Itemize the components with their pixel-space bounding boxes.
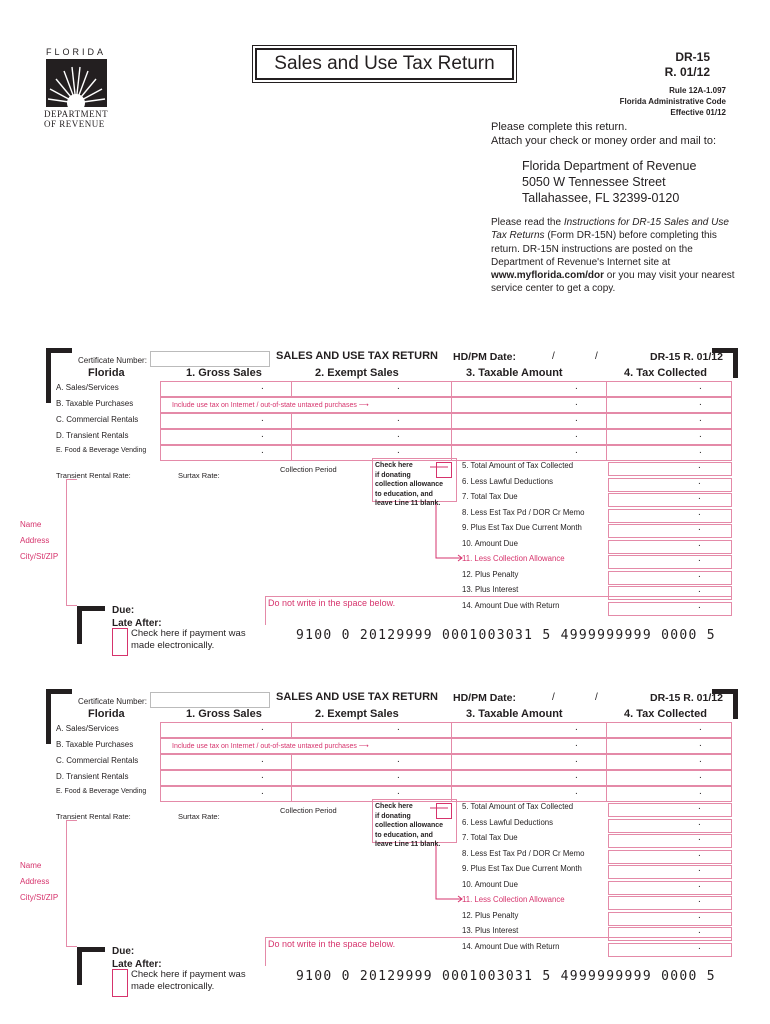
- decimal-point: .: [699, 445, 702, 456]
- ocr-scanline: 9100 0 20129999 0001003031 5 4999999999 0000 5: [296, 969, 716, 984]
- do-not-write-note: Do not write in the space below.: [268, 598, 396, 608]
- decimal-point: .: [261, 413, 264, 424]
- column-divider: [161, 382, 607, 396]
- row-c-label: C. Commercial Rentals: [56, 415, 139, 424]
- col-tax-collected: 4. Tax Collected: [624, 708, 707, 720]
- corner-mark: [46, 348, 72, 353]
- florida-label: Florida: [88, 367, 125, 379]
- decimal-point: .: [698, 522, 701, 533]
- column-divider: [161, 430, 607, 444]
- city-st-zip-label: City/St/ZIP: [20, 552, 59, 561]
- line-9-label: 9. Plus Est Tax Due Current Month: [462, 864, 582, 873]
- line-13-label: 13. Plus Interest: [462, 585, 519, 594]
- date-slash: /: [595, 351, 598, 362]
- row-d-fields[interactable]: [160, 770, 732, 786]
- row-b-label: B. Taxable Purchases: [56, 740, 134, 749]
- arrow-to-line-11-icon: [428, 803, 464, 903]
- decimal-point: .: [698, 816, 701, 828]
- line-14-label: 14. Amount Due with Return: [462, 600, 560, 610]
- row-c-fields[interactable]: [160, 754, 732, 770]
- decimal-point: .: [575, 397, 578, 408]
- line-8-label: 8. Less Est Tax Pd / DOR Cr Memo: [462, 848, 585, 858]
- line-8-field[interactable]: [608, 506, 732, 523]
- certificate-number-field[interactable]: [150, 351, 270, 367]
- decimal-point: .: [698, 801, 701, 812]
- col-gross-sales: 1. Gross Sales: [186, 367, 262, 379]
- sunburst-logo-icon: [46, 59, 107, 107]
- decimal-point: .: [698, 553, 701, 564]
- decimal-point: .: [261, 754, 264, 765]
- line-6-label: 6. Less Lawful Deductions: [462, 817, 554, 827]
- logo-department-text: DEPARTMENT OF REVENUE: [44, 109, 109, 129]
- decimal-point: .: [698, 568, 701, 580]
- line-7-label: 7. Total Tax Due: [462, 492, 518, 501]
- mailing-instructions: Please complete this return. Attach your check or money order and mail to:: [491, 121, 716, 147]
- include-use-tax-note: Include use tax on Internet / out-of-state untaxed purchases ⟶: [172, 402, 369, 409]
- line-10-label: 10. Amount Due: [462, 879, 518, 889]
- certificate-number-label: Certificate Number:: [78, 356, 147, 365]
- include-use-tax-note: Include use tax on Internet / out-of-state untaxed purchases ⟶: [172, 743, 369, 750]
- corner-mark: [46, 689, 72, 694]
- row-a-fields[interactable]: [160, 722, 732, 738]
- surtax-rate-label: Surtax Rate:: [178, 812, 220, 821]
- decimal-point: .: [699, 429, 702, 440]
- decimal-point: .: [575, 413, 578, 424]
- decimal-point: .: [699, 754, 702, 765]
- date-slash: /: [552, 351, 555, 362]
- column-divider: [161, 723, 607, 737]
- line-5-label: 5. Total Amount of Tax Collected: [462, 802, 574, 811]
- decimal-point: .: [575, 722, 578, 733]
- name-label: Name: [20, 520, 42, 529]
- decimal-point: .: [699, 413, 702, 424]
- decimal-point: .: [575, 381, 578, 392]
- row-d-label: D. Transient Rentals: [56, 431, 129, 440]
- form-revision: DR-15 R. 01/12: [650, 351, 723, 363]
- transient-rate-label: Transient Rental Rate:: [56, 471, 131, 480]
- transient-rate-label: Transient Rental Rate:: [56, 812, 131, 821]
- line-13-label: 13. Plus Interest: [462, 926, 519, 935]
- address-bracket: [66, 820, 77, 947]
- decimal-point: .: [698, 475, 701, 487]
- arrow-to-line-11-icon: [428, 462, 464, 562]
- hd-pm-date-label: HD/PM Date:: [453, 692, 517, 704]
- decimal-point: .: [261, 381, 264, 392]
- decimal-point: .: [397, 445, 400, 456]
- row-d-fields[interactable]: [160, 429, 732, 445]
- decimal-point: .: [397, 722, 400, 733]
- instructions-paragraph: Please read the Instructions for DR-15 Sales and Use Tax Returns (Form DR-15N) before completing this return. DR-15N instructions are posted on the Department of Revenue's Internet site at www.myflorida.com/dor or you may visit your nearest service center to get a copy.: [491, 217, 735, 295]
- col-exempt-sales: 2. Exempt Sales: [315, 708, 399, 720]
- form-number: DR-15 R. 01/12: [664, 50, 710, 79]
- decimal-point: .: [261, 445, 264, 456]
- date-slash: /: [595, 692, 598, 703]
- form-revision: DR-15 R. 01/12: [650, 692, 723, 704]
- decimal-point: .: [698, 878, 701, 890]
- name-label: Name: [20, 861, 42, 870]
- rule-citation: Rule 12A-1.097 Florida Administrative Code Effective 01/12: [619, 86, 726, 117]
- line-12-label: 12. Plus Penalty: [462, 910, 519, 920]
- corner-mark: [46, 689, 51, 744]
- col-exempt-sales: 2. Exempt Sales: [315, 367, 399, 379]
- decimal-point: .: [699, 786, 702, 797]
- decimal-point: .: [699, 381, 702, 392]
- line-12-field[interactable]: [608, 909, 732, 926]
- line-11-label: 11. Less Collection Allowance: [462, 554, 565, 563]
- col-gross-sales: 1. Gross Sales: [186, 708, 262, 720]
- line-5-field[interactable]: [608, 803, 732, 817]
- corner-mark: [77, 606, 105, 611]
- decimal-point: .: [699, 397, 702, 408]
- return-coupon-1: [0, 348, 770, 678]
- row-e-label: E. Food & Beverage Vending: [56, 788, 147, 795]
- line-5-field[interactable]: [608, 462, 732, 476]
- decimal-point: .: [261, 429, 264, 440]
- decimal-point: .: [699, 770, 702, 781]
- decimal-point: .: [698, 894, 701, 905]
- line-14-label: 14. Amount Due with Return: [462, 941, 560, 951]
- address-label: Address: [20, 877, 50, 886]
- line-7-label: 7. Total Tax Due: [462, 833, 518, 842]
- line-8-label: 8. Less Est Tax Pd / DOR Cr Memo: [462, 507, 585, 517]
- education-donation-box: Check here if donating collection allowance to education, and leave Line 11 blank.: [372, 458, 457, 502]
- decimal-point: .: [698, 832, 701, 843]
- line-10-field[interactable]: [608, 537, 732, 554]
- decimal-point: .: [575, 738, 578, 749]
- column-divider: [161, 771, 607, 785]
- col-tax-collected: 4. Tax Collected: [624, 367, 707, 379]
- decimal-point: .: [397, 381, 400, 392]
- paid-electronically-checkbox[interactable]: [112, 969, 128, 997]
- decimal-point: .: [698, 506, 701, 518]
- address-label: Address: [20, 536, 50, 545]
- decimal-point: .: [575, 786, 578, 797]
- decimal-point: .: [575, 445, 578, 456]
- education-donation-box: Check here if donating collection allowance to education, and leave Line 11 blank.: [372, 799, 457, 843]
- corner-mark: [46, 348, 51, 403]
- paid-electronically-label: Check here if payment was made electronically.: [131, 969, 246, 992]
- surtax-rate-label: Surtax Rate:: [178, 471, 220, 480]
- mailing-address: Florida Department of Revenue 5050 W Tennessee Street Tallahassee, FL 32399-0120: [522, 159, 697, 205]
- decimal-point: .: [397, 786, 400, 797]
- decimal-point: .: [575, 770, 578, 781]
- decimal-point: .: [699, 722, 702, 733]
- decimal-point: .: [698, 491, 701, 502]
- row-a-label: A. Sales/Services: [56, 383, 119, 392]
- decimal-point: .: [397, 754, 400, 765]
- decimal-point: .: [261, 770, 264, 781]
- row-a-label: A. Sales/Services: [56, 724, 119, 733]
- decimal-point: .: [261, 722, 264, 733]
- collection-period-label: Collection Period: [280, 465, 337, 474]
- line-7-field[interactable]: [608, 493, 732, 507]
- line-6-field[interactable]: [608, 816, 732, 833]
- return-heading: SALES AND USE TAX RETURN: [276, 350, 438, 362]
- return-heading: SALES AND USE TAX RETURN: [276, 691, 438, 703]
- row-b-label: B. Taxable Purchases: [56, 399, 134, 408]
- return-coupon-2: [0, 689, 770, 1019]
- decimal-point: .: [698, 925, 701, 936]
- row-d-label: D. Transient Rentals: [56, 772, 129, 781]
- decimal-point: .: [698, 584, 701, 595]
- decimal-point: .: [575, 754, 578, 765]
- line-9-field[interactable]: [608, 865, 732, 879]
- decimal-point: .: [698, 460, 701, 471]
- due-dates: Due: Late After:: [112, 605, 162, 629]
- collection-period-label: Collection Period: [280, 806, 337, 815]
- col-taxable-amount: 3. Taxable Amount: [466, 367, 563, 379]
- decimal-point: .: [698, 847, 701, 859]
- hd-pm-date-label: HD/PM Date:: [453, 351, 517, 363]
- corner-mark: [77, 947, 105, 952]
- decimal-point: .: [397, 413, 400, 424]
- line-11-field[interactable]: [608, 896, 732, 910]
- line-5-label: 5. Total Amount of Tax Collected: [462, 461, 574, 470]
- row-c-fields[interactable]: [160, 413, 732, 429]
- city-st-zip-label: City/St/ZIP: [20, 893, 59, 902]
- florida-label: Florida: [88, 708, 125, 720]
- line-7-field[interactable]: [608, 834, 732, 848]
- decimal-point: .: [397, 429, 400, 440]
- decimal-point: .: [698, 599, 701, 611]
- line-8-field[interactable]: [608, 847, 732, 864]
- logo-florida-text: FLORIDA: [46, 47, 107, 57]
- decimal-point: .: [698, 909, 701, 921]
- column-divider: [161, 755, 607, 769]
- line-12-field[interactable]: [608, 568, 732, 585]
- do-not-write-note: Do not write in the space below.: [268, 939, 396, 949]
- line-10-field[interactable]: [608, 878, 732, 895]
- line-11-field[interactable]: [608, 555, 732, 569]
- line-9-label: 9. Plus Est Tax Due Current Month: [462, 523, 582, 532]
- address-bracket: [66, 479, 77, 606]
- row-e-label: E. Food & Beverage Vending: [56, 447, 147, 454]
- line-12-label: 12. Plus Penalty: [462, 569, 519, 579]
- line-10-label: 10. Amount Due: [462, 538, 518, 548]
- row-a-fields[interactable]: [160, 381, 732, 397]
- decimal-point: .: [261, 786, 264, 797]
- line-6-field[interactable]: [608, 475, 732, 492]
- due-dates: Due: Late After:: [112, 946, 162, 970]
- line-9-field[interactable]: [608, 524, 732, 538]
- decimal-point: .: [698, 940, 701, 952]
- corner-mark: [77, 947, 82, 985]
- row-c-label: C. Commercial Rentals: [56, 756, 139, 765]
- decimal-point: .: [699, 738, 702, 749]
- corner-mark: [77, 606, 82, 644]
- line-11-label: 11. Less Collection Allowance: [462, 895, 565, 904]
- decimal-point: .: [575, 429, 578, 440]
- line-6-label: 6. Less Lawful Deductions: [462, 476, 554, 486]
- decimal-point: .: [397, 770, 400, 781]
- certificate-number-label: Certificate Number:: [78, 697, 147, 706]
- paid-electronically-label: Check here if payment was made electronically.: [131, 628, 246, 651]
- paid-electronically-checkbox[interactable]: [112, 628, 128, 656]
- column-divider: [161, 414, 607, 428]
- certificate-number-field[interactable]: [150, 692, 270, 708]
- col-taxable-amount: 3. Taxable Amount: [466, 708, 563, 720]
- ocr-scanline: 9100 0 20129999 0001003031 5 4999999999 0000 5: [296, 628, 716, 643]
- decimal-point: .: [698, 537, 701, 549]
- date-slash: /: [552, 692, 555, 703]
- form-title: Sales and Use Tax Return: [255, 48, 514, 80]
- decimal-point: .: [698, 863, 701, 874]
